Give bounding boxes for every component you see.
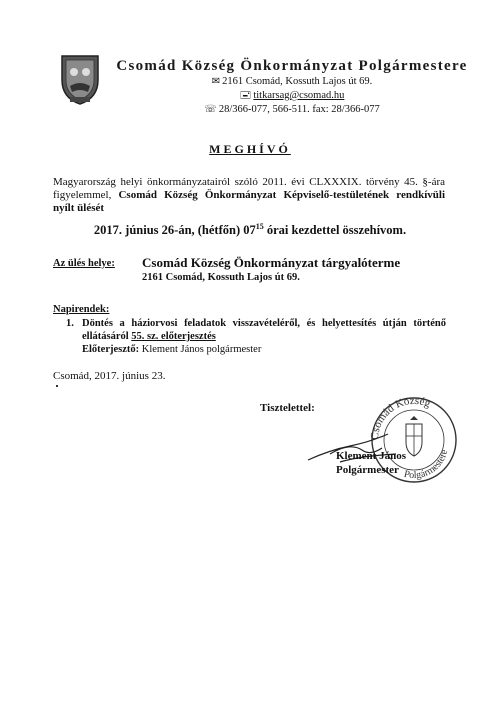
address-line (112, 75, 472, 89)
signer-role: Polgármester (336, 464, 399, 476)
phone-icon: ☏ (204, 104, 217, 115)
svg-text:Csomád Község: Csomád Község (368, 394, 433, 441)
intro-paragraph (53, 176, 445, 215)
agenda-item-text (82, 317, 446, 343)
meeting-hour-minutes: 15 (255, 222, 264, 231)
place-date: Csomád, 2017. június 23. (53, 370, 166, 382)
agenda-item-ref: 55. sz. előterjesztés (131, 331, 216, 342)
coat-of-arms-icon (58, 50, 102, 106)
agenda-item-desc: Döntés a háziorvosi feladatok visszavételéről, és helyettesítés útján történő ellátásáról (82, 318, 446, 342)
signer-name: Klement János (336, 450, 406, 462)
email-icon: 🖃 (239, 90, 252, 101)
agenda-item (66, 317, 446, 356)
agenda-item-presenter (82, 343, 446, 356)
presenter-label: Előterjesztő: (82, 344, 140, 355)
letterhead (112, 58, 472, 117)
meeting-date (0, 222, 500, 238)
address-text: 2161 Csomád, Kossuth Lajos út 69. (222, 76, 373, 87)
envelope-icon: ✉ (211, 76, 221, 87)
meeting-date-text: 2017. június 26-án, (hétfőn) 07 (93, 223, 256, 238)
email-link[interactable]: titkarsag@csomad.hu (253, 90, 345, 101)
stray-dot (56, 385, 58, 387)
venue-address: 2161 Csomád, Kossuth Lajos út 69. (142, 272, 300, 283)
signature-icon (300, 420, 410, 470)
phone-line (112, 103, 472, 117)
presenter-name: Klement János polgármester (139, 344, 262, 355)
svg-text:Polgármestere: Polgármestere (402, 448, 451, 482)
agenda-label: Napirendek: (53, 304, 110, 315)
agenda-item-number: 1. (66, 318, 74, 329)
intro-bold: Csomád Község Önkormányzat Képviselő-testületének rendkívüli nyílt ülését (53, 189, 446, 214)
intro-plain: Magyarország helyi önkormányzatairól szóló 2011. évi CLXXXIX. törvény 45. §-ára figyelemmel, (53, 176, 445, 201)
regards: Tisztelettel: (260, 402, 315, 414)
venue-label: Az ülés helye: (53, 258, 115, 269)
document-title: MEGHÍVÓ (209, 142, 291, 156)
meeting-date-suffix: órai kezdettel összehívom. (263, 223, 407, 238)
phone-text: 28/366-077, 566-511. fax: 28/366-077 (218, 104, 380, 115)
venue-name: Csomád Község Önkormányzat tárgyalóterme (142, 255, 401, 270)
org-name: Csomád Község Önkormányzat Polgármestere (116, 58, 468, 74)
email-line (112, 89, 472, 103)
